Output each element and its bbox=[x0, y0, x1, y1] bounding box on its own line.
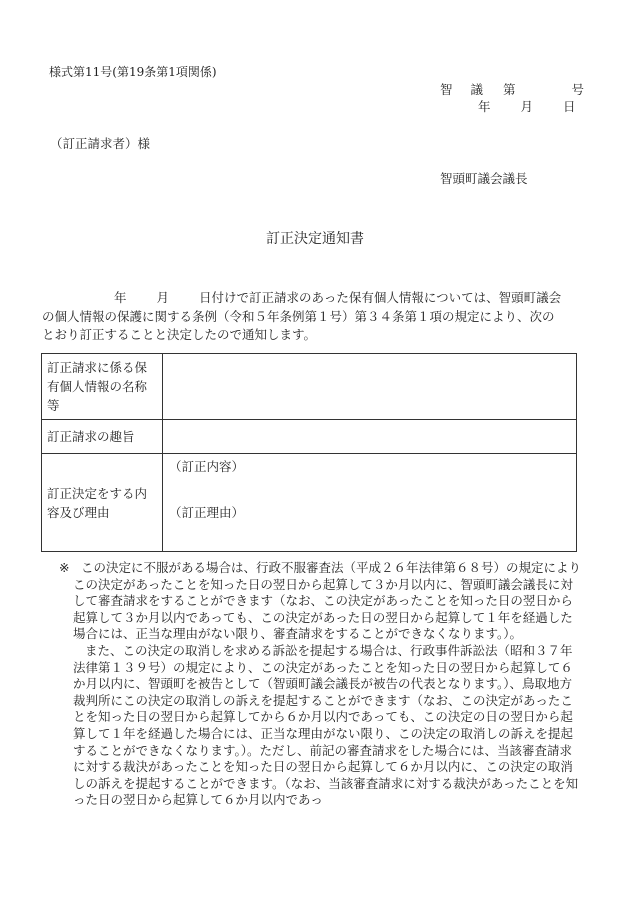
doc-number-dai: 第 bbox=[502, 82, 516, 97]
intro-line2: の個人情報の保護に関する条例（令和５年条例第１号）第３４条第１項の規定により、次の bbox=[42, 308, 555, 324]
note-paragraph-appeal bbox=[59, 560, 581, 643]
date-day: 日 bbox=[563, 99, 576, 114]
doc-number-middle: 議 bbox=[470, 82, 483, 97]
doc-number-prefix: 智 bbox=[440, 82, 453, 97]
note-para1-text: この決定に不服がある場合は、行政不服審査法（平成２６年法律第６８号）の規定によりこの決定があったことを知った日の翌日から起算して３か月以内に、智頭町議会議長に対して審査請求をすることができます（なお、この決定があったことを知った日の翌日から起算して３か月以内であっても、この決定があった日の翌日から起算して１年を経過した場合には、正当な理由がない限り、審査請求をすることができなくなります。）。 bbox=[73, 560, 582, 642]
intro-year: 年 bbox=[114, 290, 127, 305]
table-row bbox=[42, 420, 577, 454]
table-row bbox=[42, 454, 577, 552]
row-label-info-name: 訂正請求に係る保有個人情報の名称等 bbox=[42, 354, 163, 420]
notes-section bbox=[59, 560, 581, 809]
row-content-info-name bbox=[163, 354, 577, 420]
correction-info-table bbox=[41, 353, 577, 552]
document-title: 訂正決定通知書 bbox=[266, 231, 364, 247]
row-content-purpose bbox=[163, 420, 577, 454]
note-paragraph-lawsuit: また、この決定の取消しを求める訴訟を提起する場合は、行政事件訴訟法（昭和３７年法律第１３９号）の規定により、この決定があったことを知った日の翌日から起算して６か月以内に、智頭町を被告として（智頭町議会議長が被告の代表となります。）、鳥取地方裁判所にこの決定の取消しの訴えを提起することができます（なお、この決定があったことを知った日の翌日から起算してから６か月以内であっても、この決定の日の翌日から起算して１年を経過した場合には、正当な理由がない限り、この決定の取消しの訴えを提起することができなくなります。）。ただし、前記の審査請求をした場合には、当該審査請求に対する裁決があったことを知った日の翌日から起算して６か月以内に、この決定の取消しの訴えを提起することができます。（なお、当該審査請求に対する裁決があったことを知った日の翌日から起算して６か月以内であっ bbox=[73, 642, 579, 808]
document-number bbox=[440, 80, 584, 98]
recipient: （訂正請求者）様 bbox=[50, 136, 151, 151]
row-label-purpose: 訂正請求の趣旨 bbox=[42, 420, 163, 454]
sender: 智頭町議会議長 bbox=[440, 171, 528, 186]
row-label-decision: 訂正決定をする内容及び理由 bbox=[42, 454, 163, 552]
note-mark: ※ bbox=[59, 560, 70, 575]
intro-paragraph bbox=[42, 289, 582, 345]
date-month: 月 bbox=[520, 99, 534, 114]
table-row bbox=[42, 354, 577, 420]
doc-number-go: 号 bbox=[571, 82, 584, 97]
correction-content-label: （訂正内容） bbox=[169, 459, 245, 474]
form-number: 様式第11号(第19条第1項関係) bbox=[49, 65, 217, 79]
document-date bbox=[440, 97, 576, 115]
row-content-decision bbox=[163, 454, 577, 552]
date-year: 年 bbox=[478, 99, 491, 114]
intro-month: 月 bbox=[156, 290, 170, 305]
intro-line3: とおり訂正することと決定したので通知します。 bbox=[42, 327, 317, 342]
correction-reason-label: （訂正理由） bbox=[169, 505, 245, 520]
intro-line1: 日付けで訂正請求のあった保有個人情報については、智頭町議会 bbox=[199, 290, 562, 305]
